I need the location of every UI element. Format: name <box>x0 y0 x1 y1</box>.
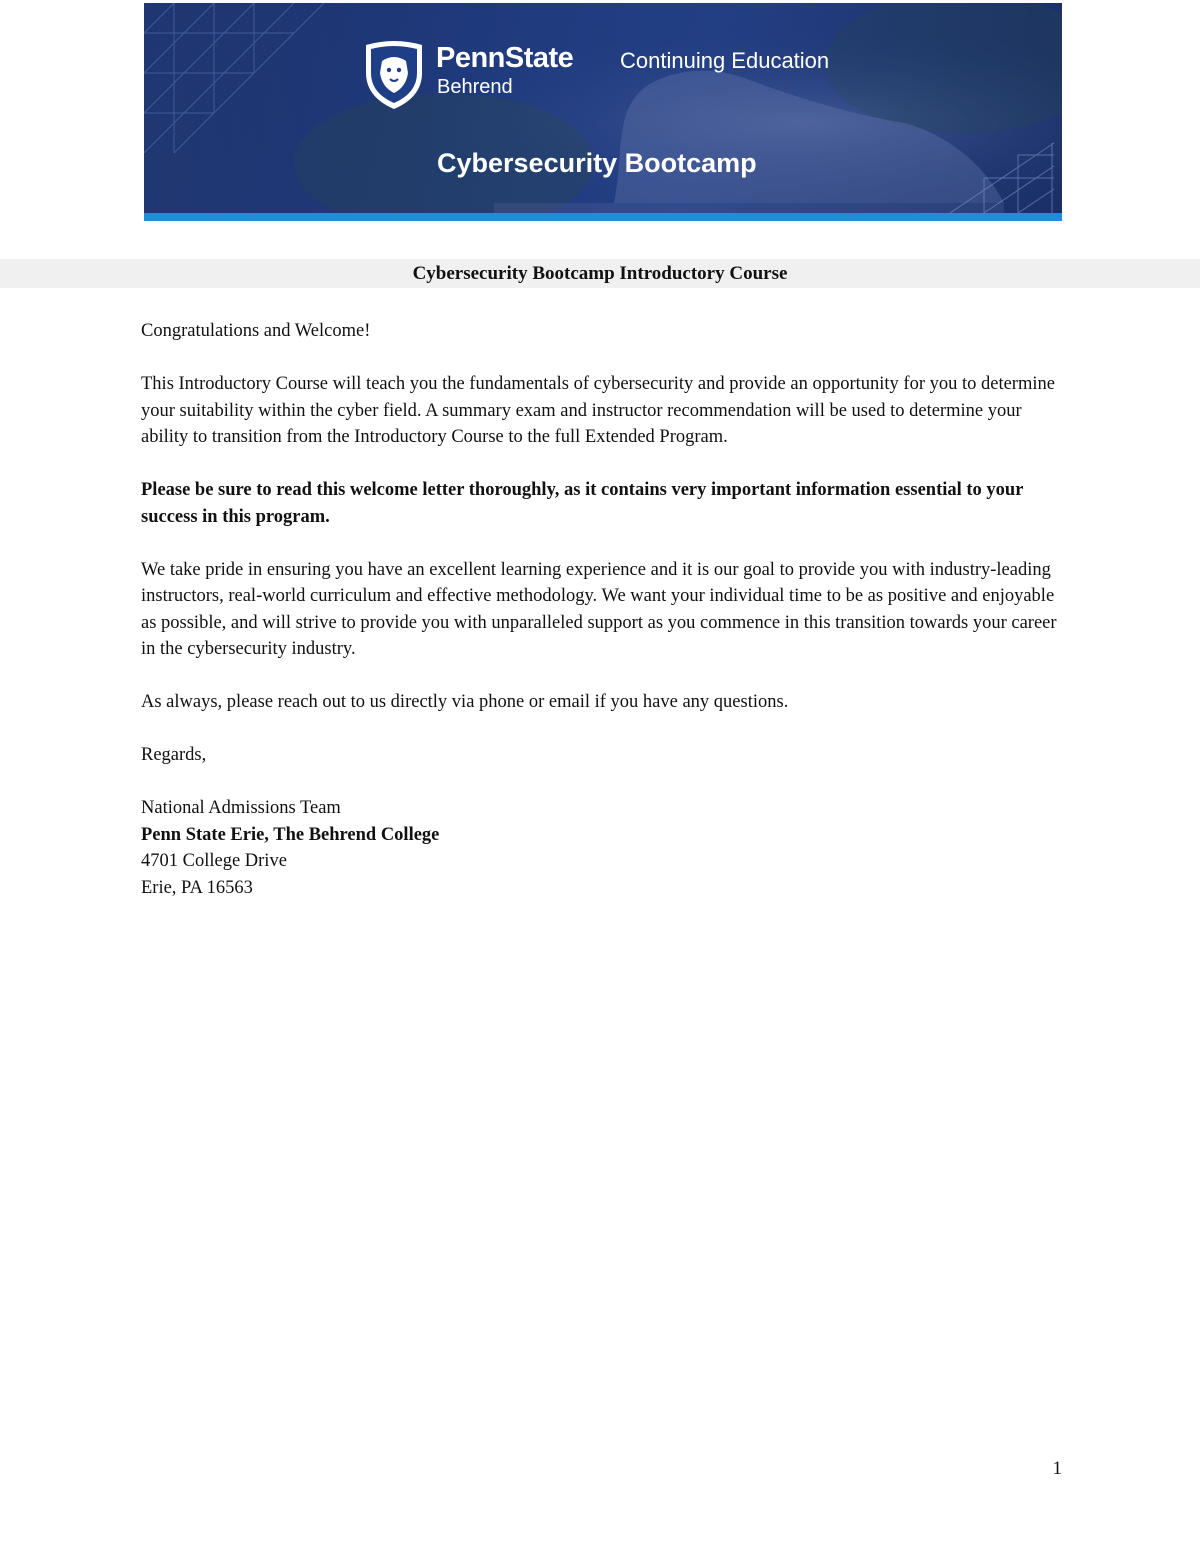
page-number: 1 <box>1052 1458 1062 1479</box>
brand-unit: Continuing Education <box>620 48 830 73</box>
document-heading: Cybersecurity Bootcamp Introductory Course <box>0 259 1200 288</box>
letter-body <box>141 318 1061 901</box>
banner-title: Cybersecurity Bootcamp <box>437 148 757 178</box>
signature-address-line2: Erie, PA 16563 <box>141 877 253 898</box>
brand-name: PennState <box>436 42 574 74</box>
signature-block <box>141 795 1061 901</box>
closing: Regards, <box>141 745 207 765</box>
header-banner <box>144 3 1062 221</box>
brand-campus: Behrend <box>437 76 513 98</box>
nittany-lion-shield-icon <box>362 39 426 111</box>
banner-accent-stripe <box>144 213 1062 221</box>
banner-background-graphic <box>144 3 1062 221</box>
signature-address-line1: 4701 College Drive <box>141 851 287 871</box>
important-notice: Please be sure to read this welcome letter thoroughly, as it contains very important information essential to your success in this program. <box>141 480 1024 527</box>
greeting: Congratulations and Welcome! <box>141 321 371 341</box>
signature-institution: Penn State Erie, The Behrend College <box>141 824 440 845</box>
signature-team: National Admissions Team <box>141 798 341 818</box>
commitment-paragraph: We take pride in ensuring you have an excellent learning experience and it is our goal to provide you with industry-leading instructors, real-world curriculum and effective methodology. We want your individual time to be as positive and enjoyable as possible, and will strive to provide you with unparalleled support as you commence in this transition towards your career in the cybersecurity industry. <box>141 559 1057 659</box>
intro-paragraph: This Introductory Course will teach you the fundamentals of cybersecurity and provide an opportunity for you to determine your suitability within the cyber field. A summary exam and instructor recommendation will be used to determine your ability to transition from the Introductory Course to the full Extended Program. <box>141 374 1055 447</box>
contact-paragraph: As always, please reach out to us directly via phone or email if you have any questions. <box>141 692 789 712</box>
